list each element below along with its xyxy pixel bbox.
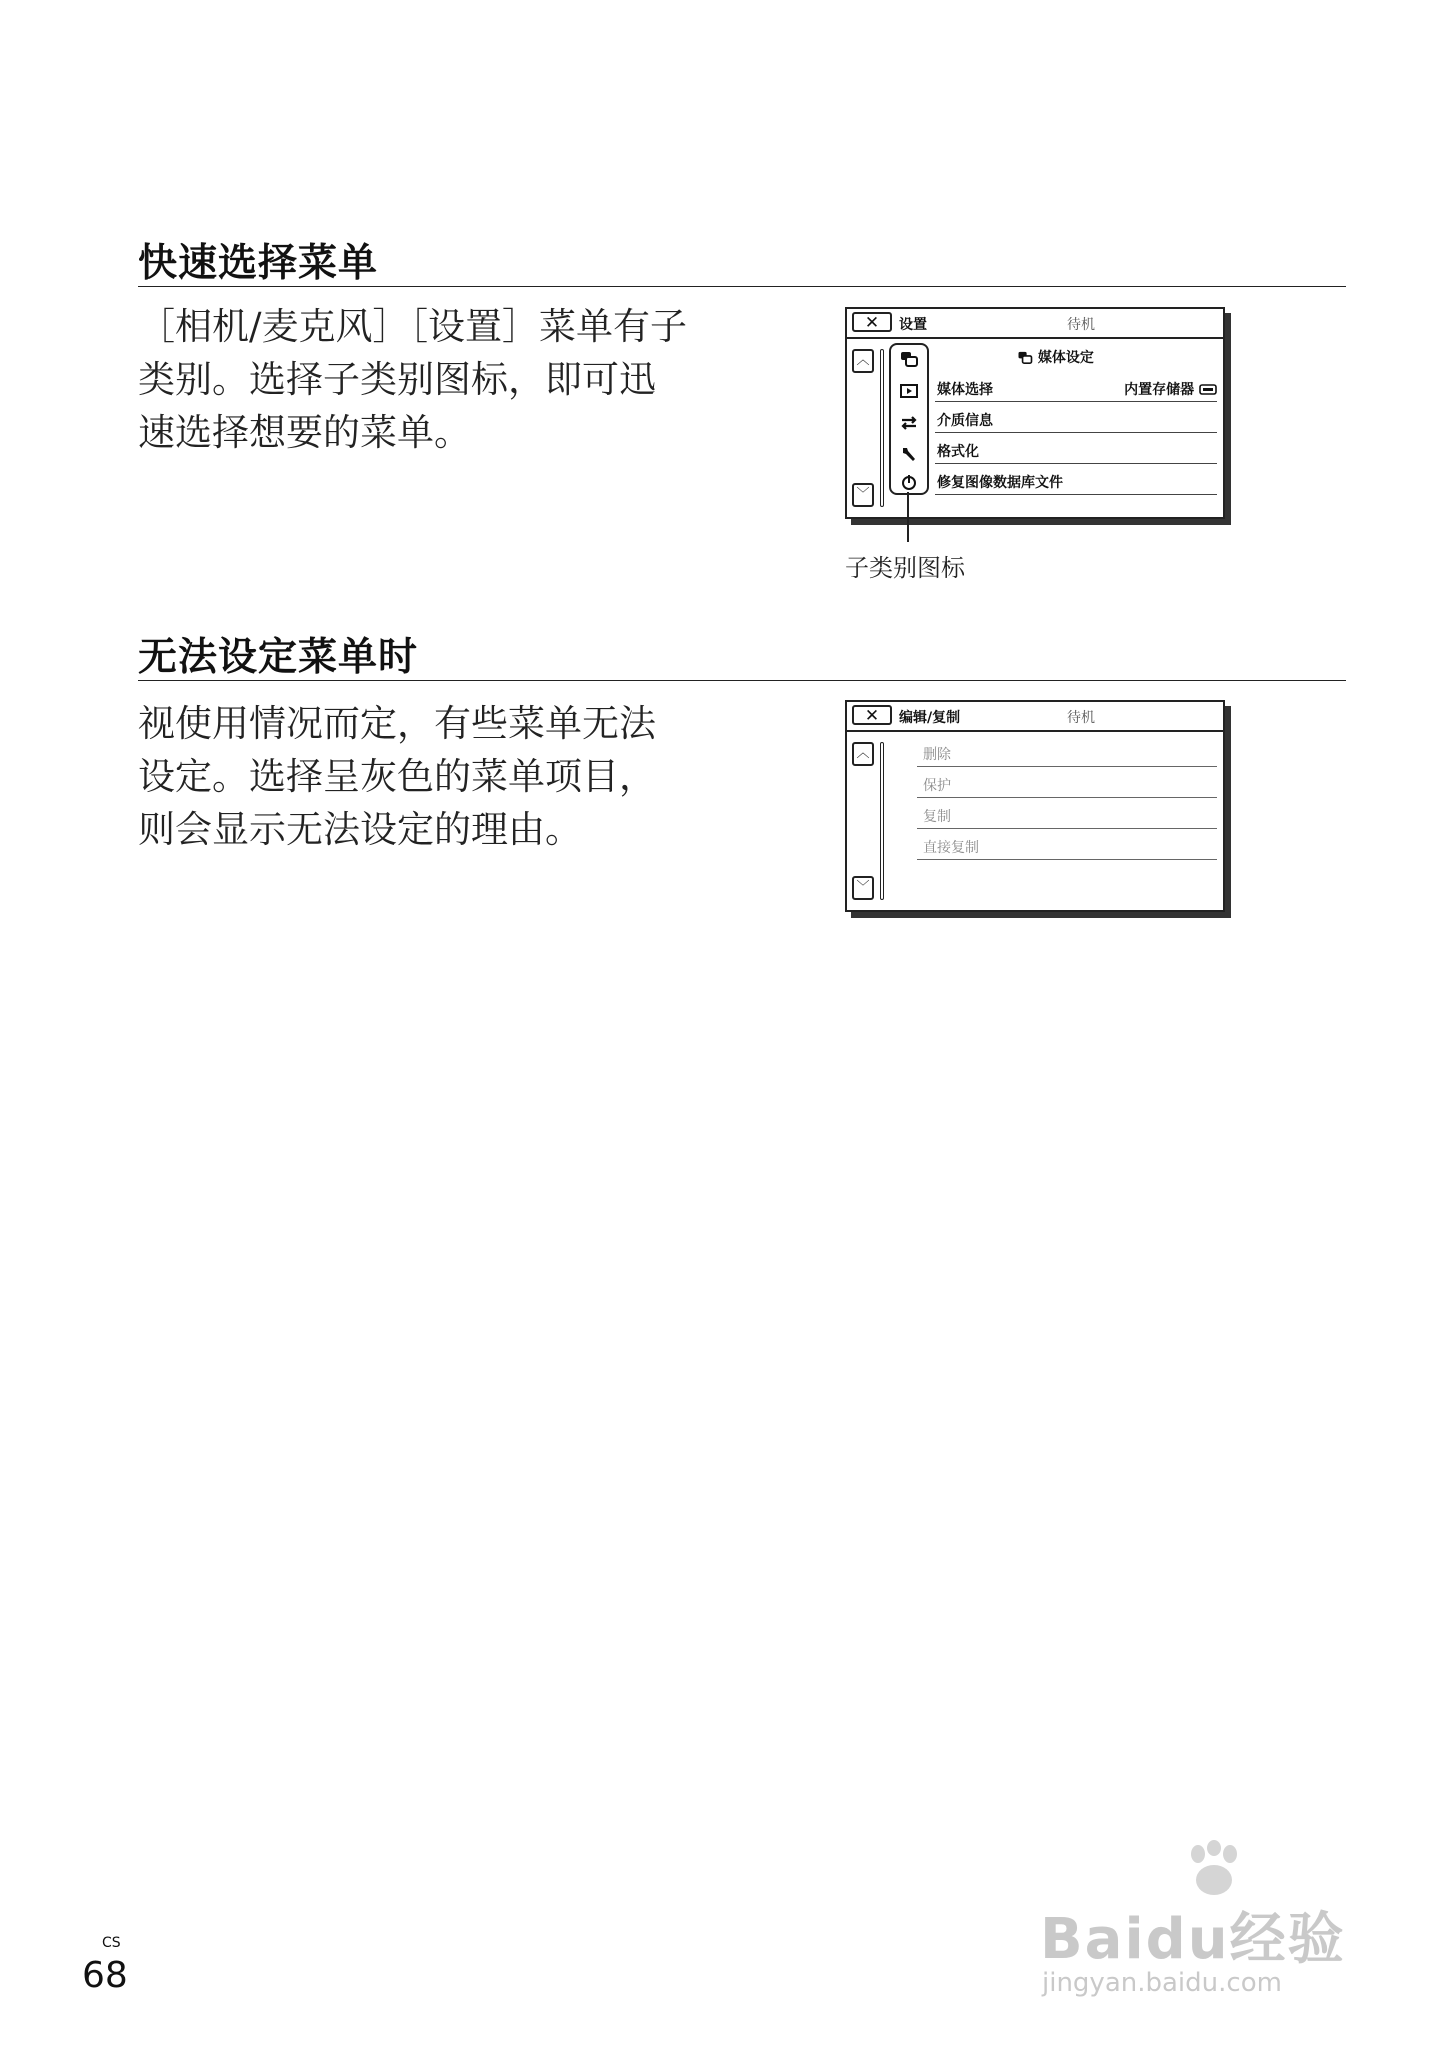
connection-icon[interactable] [891,415,926,435]
body-line: 速选择想要的菜单。 [138,411,471,454]
media-settings-icon[interactable] [891,351,926,371]
scroll-up-button[interactable]: ︿ [852,742,874,766]
subheading-label: 媒体设定 [1037,350,1094,366]
scroll-down-button[interactable]: ﹀ [852,483,874,507]
section-body-quick-select [138,300,687,459]
menu-item-label: 保护 [923,778,951,794]
body-line: 则会显示无法设定的理由。 [138,808,582,851]
menu-item-label: 介质信息 [937,413,993,429]
menu-item-label: 格式化 [937,444,979,460]
wrench-icon[interactable] [891,445,926,467]
watermark-url: jingyan.baidu.com [1042,1968,1282,1998]
screen-status: 待机 [1067,710,1095,726]
screen-title: 设置 [899,317,927,333]
close-icon[interactable]: ✕ [852,705,892,725]
menu-item-label: 复制 [923,809,951,825]
menu-item-repair-database[interactable] [935,464,1217,495]
scroll-down-button[interactable]: ﹀ [852,876,874,900]
settings-screen-illustration [845,307,1225,519]
scrollbar[interactable] [880,349,884,507]
section-divider [138,286,1346,287]
page-language-code: CS [102,1935,121,1951]
menu-item-label: 媒体选择 [937,382,993,398]
body-line: 设定。选择呈灰色的菜单项目， [138,755,656,798]
caption-pointer-line [907,492,909,542]
baidu-watermark [1030,1840,1370,2020]
menu-item-protect-disabled[interactable] [917,767,1217,798]
scrollbar[interactable] [880,742,884,900]
menu-item-label: 修复图像数据库文件 [937,475,1063,491]
section-heading-cannot-set: 无法设定菜单时 [138,635,419,680]
playback-settings-icon[interactable] [891,383,926,402]
menu-item-media-info[interactable] [935,402,1217,433]
section-divider [138,680,1346,681]
edit-copy-screen-illustration [845,700,1225,912]
watermark-text: Baidu经验 [1040,1907,1346,1972]
screen-topbar [847,702,1223,732]
screen-title: 编辑/复制 [899,710,961,726]
body-line: 视使用情况而定，有些菜单无法 [138,702,656,745]
menu-item-copy-disabled[interactable] [917,798,1217,829]
subcategory-icon-column [889,343,929,495]
scroll-up-button[interactable]: ︿ [852,349,874,373]
section-heading-quick-select: 快速选择菜单 [138,241,379,286]
paw-logo-icon [1178,1840,1248,1900]
menu-item-format[interactable] [935,433,1217,464]
body-line: 类别。选择子类别图标，即可迅 [138,358,656,401]
section-body-cannot-set [138,697,656,856]
subcategory-icon-caption: 子类别图标 [845,554,965,582]
menu-item-delete-disabled[interactable] [917,736,1217,767]
media-settings-subheading [1017,347,1094,367]
menu-item-media-select[interactable] [935,371,1217,402]
close-icon[interactable]: ✕ [852,312,892,332]
body-line: ［相机/麦克风］［设置］菜单有子 [138,305,687,348]
menu-item-direct-copy-disabled[interactable] [917,829,1217,860]
screen-status: 待机 [1067,317,1095,333]
menu-item-value: 内置存储器 [1124,379,1217,399]
page-number: 68 [82,1955,128,1996]
screen-topbar [847,309,1223,339]
menu-item-label: 删除 [923,747,951,763]
menu-item-label: 直接复制 [923,840,979,856]
internal-memory-icon [1199,384,1217,395]
